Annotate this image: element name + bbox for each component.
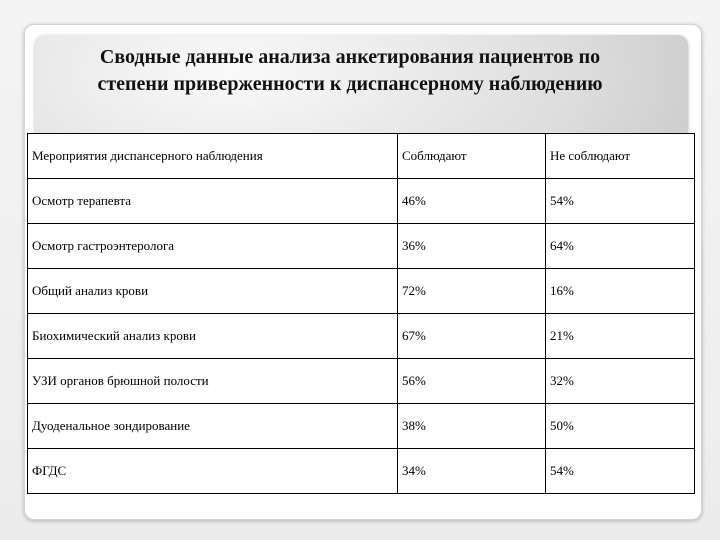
row-adhere: 38%	[398, 404, 546, 449]
row-adhere: 36%	[398, 224, 546, 269]
row-not-adhere: 32%	[546, 359, 695, 404]
row-measure: Дуоденальное зондирование	[28, 404, 398, 449]
row-not-adhere: 64%	[546, 224, 695, 269]
table-row	[28, 269, 695, 314]
table-row	[28, 224, 695, 269]
header-adhere: Соблюдают	[398, 134, 546, 179]
header-not-adhere: Не соблюдают	[546, 134, 695, 179]
adherence-table	[27, 133, 695, 494]
header-measures: Мероприятия диспансерного наблюдения	[28, 134, 398, 179]
row-measure: ФГДС	[28, 449, 398, 494]
row-not-adhere: 16%	[546, 269, 695, 314]
table-row	[28, 359, 695, 404]
row-adhere: 67%	[398, 314, 546, 359]
table-row	[28, 404, 695, 449]
table-row	[28, 314, 695, 359]
table-row	[28, 449, 695, 494]
row-measure: Общий анализ крови	[28, 269, 398, 314]
row-adhere: 72%	[398, 269, 546, 314]
table-header-row	[28, 134, 695, 179]
title-line-1: Сводные данные анализа анкетирования пациентов по	[99, 46, 601, 68]
row-measure: Биохимический анализ крови	[28, 314, 398, 359]
title-line-2: степени приверженности к диспансерному наблюдению	[97, 73, 603, 95]
row-adhere: 56%	[398, 359, 546, 404]
table-row	[28, 179, 695, 224]
row-measure: Осмотр терапевта	[28, 179, 398, 224]
row-adhere: 46%	[398, 179, 546, 224]
row-measure: Осмотр гастроэнтеролога	[28, 224, 398, 269]
row-not-adhere: 54%	[546, 449, 695, 494]
row-measure: УЗИ органов брюшной полости	[28, 359, 398, 404]
row-adhere: 34%	[398, 449, 546, 494]
slide-title	[40, 44, 660, 98]
row-not-adhere: 21%	[546, 314, 695, 359]
row-not-adhere: 54%	[546, 179, 695, 224]
row-not-adhere: 50%	[546, 404, 695, 449]
